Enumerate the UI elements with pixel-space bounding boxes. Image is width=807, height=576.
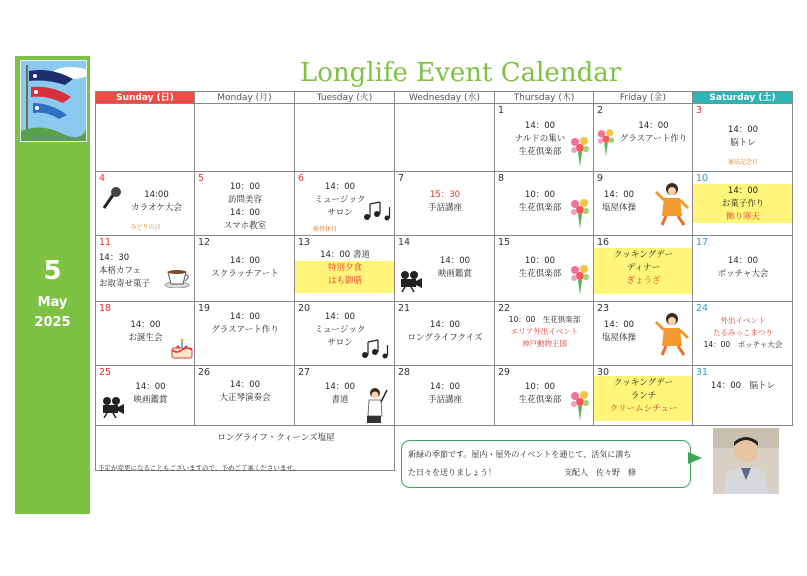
event-title: 手話講座	[427, 395, 462, 405]
event-title: 書道	[331, 395, 349, 405]
holiday-note: 振替休日	[312, 226, 337, 233]
event-title: 飾り寒天	[725, 212, 760, 222]
event-title: 生花倶楽部	[518, 269, 562, 279]
calendar-cell-day-29	[495, 366, 594, 426]
day-number: 25	[99, 367, 112, 378]
day-number: 31	[696, 367, 709, 378]
calendar-cell-empty	[195, 104, 295, 172]
event-title: 生花倶楽部	[518, 147, 562, 157]
calendar-cell-day-3	[693, 104, 793, 172]
flower-bouquet-icon	[596, 126, 616, 158]
event-title: グラスアート作り	[619, 134, 688, 144]
manager-signature: 支配人 佐々野 修	[564, 468, 636, 477]
calendar-cell-day-13	[295, 236, 395, 302]
day-number: 10	[696, 173, 709, 184]
event-time: 14：00	[229, 380, 261, 390]
day-number: 5	[198, 173, 205, 184]
header-sunday: Sunday (日)	[96, 92, 195, 104]
calendar-cell-day-15	[495, 236, 594, 302]
manager-message-bubble	[401, 440, 691, 488]
day-number: 19	[198, 303, 211, 314]
calendar-cell-day-20	[295, 302, 395, 366]
calendar-cell-empty	[295, 104, 395, 172]
event-time: 14：00	[229, 208, 261, 218]
event-title: ミュージック	[314, 325, 366, 335]
event-title: 塩屋体操	[601, 203, 636, 213]
event-title: エリア外出イベント	[510, 327, 579, 336]
calendar-cell-day-18	[96, 302, 195, 366]
event-title: お菓子作り	[721, 199, 765, 209]
calendar-cell-day-27	[295, 366, 395, 426]
event-title: クッキングデー	[613, 250, 674, 260]
calendar-cell-day-5	[195, 172, 295, 236]
event-title: 14：00 書道	[320, 250, 370, 260]
music-notes-icon	[363, 200, 393, 222]
calendar-cell-empty	[395, 104, 495, 172]
header-wednesday: Wednesday (水)	[395, 92, 495, 104]
event-title: 神戸動物王国	[522, 339, 567, 348]
event-title: お取寄せ菓子	[99, 279, 151, 289]
day-number: 3	[696, 105, 703, 116]
calendar-cell-day-24	[693, 302, 793, 366]
header-monday: Monday (月)	[195, 92, 295, 104]
event-title: 脳トレ	[730, 138, 756, 148]
header-tuesday: Tuesday (火)	[295, 92, 395, 104]
calendar-cell-day-31	[693, 366, 793, 426]
calendar-cell-day-12	[195, 236, 295, 302]
event-time: 14：00	[439, 256, 471, 266]
message-line-2: た日々を送りましょう！	[408, 468, 496, 477]
header-saturday: Saturday (土)	[693, 92, 793, 104]
event-title: クリームシチュー	[609, 404, 678, 414]
day-number: 29	[498, 367, 511, 378]
event-title: ぎょうざ	[626, 276, 661, 286]
day-number: 27	[298, 367, 311, 378]
side-month: May	[37, 295, 68, 310]
event-title: 大正琴演奏会	[219, 393, 271, 403]
day-number: 22	[498, 303, 511, 314]
day-number: 2	[597, 105, 604, 116]
holiday-note: みどりの日	[130, 224, 161, 231]
holiday-note: 憲法記念日	[727, 159, 758, 166]
event-time: 14：00	[524, 121, 556, 131]
calendar-cell-day-26	[195, 366, 295, 426]
calendar-cell-day-16	[594, 236, 693, 302]
event-time: 14：00	[324, 312, 356, 322]
event-title: 10：00 生花倶楽部	[508, 315, 581, 324]
day-number: 15	[498, 237, 511, 248]
event-title: スクラッチアート	[211, 269, 279, 279]
event-title: カラオケ大会	[131, 203, 182, 213]
day-number: 21	[398, 303, 411, 314]
side-banner	[15, 56, 90, 514]
event-title: ボッチャ大会	[717, 269, 769, 279]
day-number: 11	[99, 237, 112, 248]
calendar-cell-day-10	[693, 172, 793, 236]
event-title: スマホ教室	[223, 221, 267, 231]
event-time: 14：00	[324, 182, 356, 192]
event-title: 手話講座	[427, 203, 462, 213]
calendar-grid	[95, 91, 793, 471]
event-title: ロングライフクイズ	[407, 333, 483, 343]
calendar-cell-day-1	[495, 104, 594, 172]
calendar-cell-empty	[96, 104, 195, 172]
event-title: グラスアート作り	[211, 325, 279, 335]
exercising-woman-icon	[654, 312, 690, 356]
event-title: ランチ	[630, 391, 657, 401]
day-number: 23	[597, 303, 610, 314]
calendar-cell-day-2	[594, 104, 693, 172]
event-title: お誕生会	[128, 333, 163, 343]
message-line-1: 新緑の季節です。屋内・屋外のイベントを通じて、活気に満ち	[408, 450, 632, 459]
manager-photo	[713, 428, 779, 494]
event-time: 10：00	[229, 182, 261, 192]
day-number: 1	[498, 105, 505, 116]
event-title: 本格カフェ	[99, 266, 142, 276]
side-day: 5	[43, 256, 62, 286]
event-time: 14：00	[324, 382, 356, 392]
koinobori-image	[20, 60, 87, 142]
day-number: 6	[298, 173, 305, 184]
calendar-cell-day-11	[96, 236, 195, 302]
event-title: クッキングデー	[613, 378, 674, 388]
calendar-cell-day-17	[693, 236, 793, 302]
day-number: 17	[696, 237, 709, 248]
event-title: 14：00 ボッチャ大会	[703, 340, 783, 349]
day-number: 9	[597, 173, 604, 184]
calendar-cell-day-25	[96, 366, 195, 426]
calendar-cell-day-30	[594, 366, 693, 426]
event-title: ディナー	[626, 263, 661, 273]
event-title: 映画鑑賞	[437, 269, 472, 279]
day-number: 4	[99, 173, 106, 184]
day-number: 18	[99, 303, 112, 314]
day-number: 24	[696, 303, 709, 314]
bubble-tail	[688, 452, 702, 464]
page-title: Longlife Event Calendar	[300, 58, 622, 88]
event-title: 塩屋体操	[601, 333, 636, 343]
event-time: 10：00	[524, 190, 556, 200]
day-number: 12	[198, 237, 211, 248]
event-time: 14：00	[229, 256, 261, 266]
header-friday: Friday (金)	[594, 92, 693, 104]
event-time: 14：00	[727, 125, 759, 135]
day-number: 20	[298, 303, 311, 314]
flower-bouquet-icon	[569, 262, 591, 296]
day-number: 30	[597, 367, 610, 378]
header-thursday: Thursday (木)	[495, 92, 594, 104]
event-title: はも御膳	[327, 276, 362, 286]
event-time: 14：00	[603, 190, 635, 200]
calendar-cell-day-8	[495, 172, 594, 236]
event-time: 14：30	[99, 253, 130, 263]
calendar-cell-day-14	[395, 236, 495, 302]
event-time: 10：00	[524, 382, 556, 392]
coffee-cup-icon	[164, 266, 192, 288]
calendar-cell-day-9	[594, 172, 693, 236]
event-time: 14：00	[135, 382, 166, 392]
calendar-cell-day-21	[395, 302, 495, 366]
event-time: 14:00	[144, 190, 169, 200]
flower-bouquet-icon	[569, 388, 591, 422]
event-time: 15：30	[429, 190, 461, 200]
calendar-cell-day-4	[96, 172, 195, 236]
calligraphy-person-icon	[365, 386, 389, 424]
event-time: 14：00	[429, 320, 461, 330]
event-time: 14：00	[638, 121, 669, 131]
event-time: 14：00	[603, 320, 635, 330]
day-number: 28	[398, 367, 411, 378]
calendar-cell-day-6	[295, 172, 395, 236]
music-notes-icon	[361, 338, 391, 360]
event-title: ナルドの集い	[514, 134, 566, 144]
day-number: 13	[298, 237, 311, 248]
flower-bouquet-icon	[569, 196, 591, 230]
event-time: 14：00	[429, 382, 461, 392]
event-title: 映画鑑賞	[133, 395, 168, 405]
event-time: 14：00	[130, 320, 161, 330]
event-title: 特別夕食	[327, 263, 362, 273]
event-title: 訪問美容	[227, 195, 262, 205]
calendar-cell-day-22	[495, 302, 594, 366]
event-title: サロン	[327, 338, 353, 348]
calendar-cell-day-19	[195, 302, 295, 366]
store-name: ロングライフ・クィーンズ塩屋	[217, 433, 335, 443]
event-title: 外出イベント	[720, 316, 766, 325]
event-time: 10：00	[524, 256, 556, 266]
event-title: 生花倶楽部	[518, 395, 562, 405]
side-year: 2025	[34, 315, 71, 330]
event-title: 14：00 脳トレ	[710, 381, 776, 391]
calendar-cell-day-28	[395, 366, 495, 426]
event-time: 14：00	[229, 312, 261, 322]
exercising-woman-icon	[654, 182, 690, 226]
calendar-cell-day-7	[395, 172, 495, 236]
day-number: 7	[398, 173, 405, 184]
calendar-cell-day-23	[594, 302, 693, 366]
flower-bouquet-icon	[569, 134, 591, 168]
event-title: たるみっこまつり	[713, 328, 773, 337]
event-title: 生花倶楽部	[518, 203, 562, 213]
day-number: 14	[398, 237, 411, 248]
day-number: 16	[597, 237, 610, 248]
birthday-cake-icon	[170, 338, 194, 360]
event-title: ミュージック	[314, 195, 366, 205]
day-number: 26	[198, 367, 211, 378]
event-time: 14：00	[727, 256, 759, 266]
schedule-notice: 予定が変更になることもございますので、予めご了承くださいませ。	[98, 464, 300, 472]
day-number: 8	[498, 173, 505, 184]
event-title: サロン	[327, 208, 353, 218]
event-time: 14：00	[727, 186, 759, 196]
